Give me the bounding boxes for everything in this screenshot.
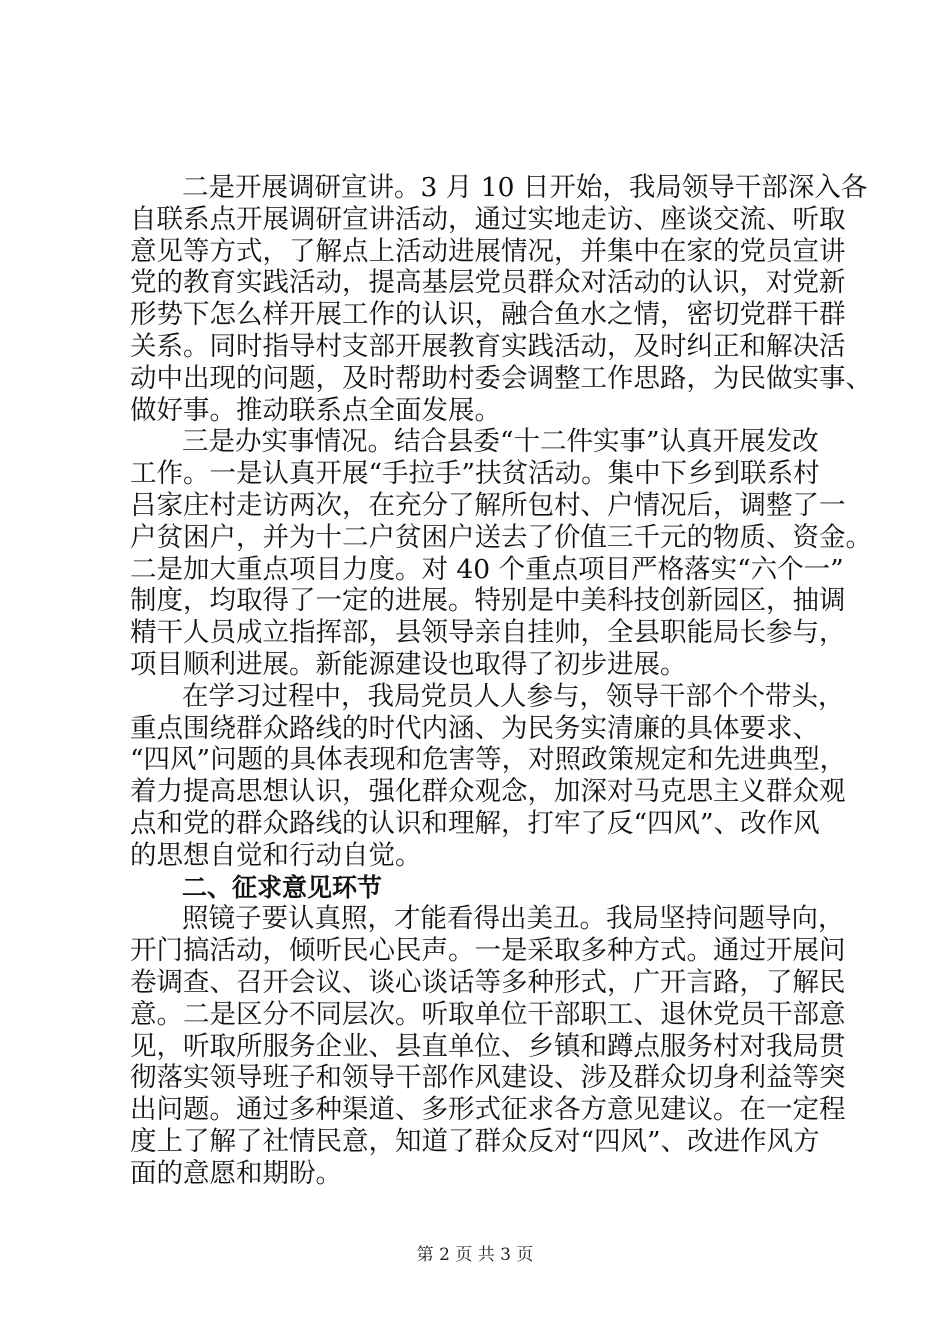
- text-line: 二是加大重点项目力度。对 40 个重点项目严格落实“六个一”: [130, 553, 844, 585]
- text-line: 三是办实事情况。结合县委“十二件实事”认真开展发改: [182, 426, 819, 458]
- text-line: 项目顺利进展。新能源建设也取得了初步进展。: [130, 648, 687, 680]
- text-line: 二是开展调研宣讲。3 月 10 日开始，我局领导干部深入各: [182, 172, 868, 203]
- document-body: [130, 172, 872, 1190]
- paragraph-research-lecture: [130, 172, 872, 426]
- text-line: 党的教育实践活动，提高基层党员群众对活动的认识，对党新: [130, 267, 846, 299]
- text-line: 动中出现的问题，及时帮助村委会调整工作思路，为民做实事、: [130, 362, 872, 394]
- text-line: 制度，均取得了一定的进展。特别是中美科技创新园区，抽调: [130, 585, 846, 617]
- text-line: 度上了解了社情民意，知道了群众反对“四风”、改进作风方: [130, 1125, 820, 1157]
- text-line: 照镜子要认真照，才能看得出美丑。我局坚持问题导向，: [182, 903, 845, 935]
- paragraph-learning-process: [130, 680, 847, 872]
- text-line: 形势下怎么样开展工作的认识，融合鱼水之情，密切党群干群: [130, 299, 846, 331]
- section-heading-soliciting-opinions: [130, 872, 830, 904]
- text-line: 开门搞活动，倾听民心民声。一是采取多种方式。通过开展问: [130, 935, 846, 967]
- text-line: 意。二是区分不同层次。听取单位干部职工、退休党员干部意: [130, 998, 846, 1030]
- text-line: 的思想自觉和行动自觉。: [130, 839, 422, 871]
- text-line: 点和党的群众路线的认识和理解，打牢了反“四风”、改作风: [130, 807, 820, 839]
- section-heading: 二、征求意见环节: [182, 872, 383, 902]
- text-line: 意见等方式，了解点上活动进展情况，并集中在家的党员宣讲: [130, 235, 846, 267]
- text-line: “四风”问题的具体表现和危害等，对照政策规定和先进典型，: [130, 744, 847, 776]
- text-line: 户贫困户，并为十二户贫困户送去了价值三千元的物质、资金。: [130, 521, 872, 553]
- text-line: 吕家庄村走访两次，在充分了解所包村、户情况后，调整了一: [130, 489, 846, 521]
- text-line: 面的意愿和期盼。: [130, 1157, 342, 1189]
- text-line: 关系。同时指导村支部开展教育实践活动，及时纠正和解决活: [130, 330, 846, 362]
- text-line: 做好事。推动联系点全面发展。: [130, 394, 501, 426]
- text-line: 出问题。通过多种渠道、多形式征求各方意见建议。在一定程: [130, 1094, 846, 1126]
- text-line: 着力提高思想认识，强化群众观念，加深对马克思主义群众观: [130, 776, 846, 808]
- text-line: 见，听取所服务企业、县直单位、乡镇和蹲点服务村对我局贯: [130, 1030, 846, 1062]
- text-line: 自联系点开展调研宣讲活动，通过实地走访、座谈交流、听取: [130, 203, 846, 235]
- text-line: 精干人员成立指挥部，县领导亲自挂帅，全县职能局长参与，: [130, 617, 846, 649]
- paragraph-mirror: [130, 903, 846, 1189]
- paragraph-practical-matters: [130, 426, 872, 680]
- page-number-footer: 第 2 页 共 3 页: [416, 1245, 534, 1265]
- text-line: 在学习过程中，我局党员人人参与，领导干部个个带头，: [182, 680, 845, 712]
- text-line: 工作。一是认真开展“手拉手”扶贫活动。集中下乡到联系村: [130, 458, 820, 490]
- text-line: 卷调查、召开会议、谈心谈话等多种形式，广开言路，了解民: [130, 966, 846, 998]
- text-line: 彻落实领导班子和领导干部作风建设、涉及群众切身利益等突: [130, 1062, 846, 1094]
- text-line: 重点围绕群众路线的时代内涵、为民务实清廉的具体要求、: [130, 712, 819, 744]
